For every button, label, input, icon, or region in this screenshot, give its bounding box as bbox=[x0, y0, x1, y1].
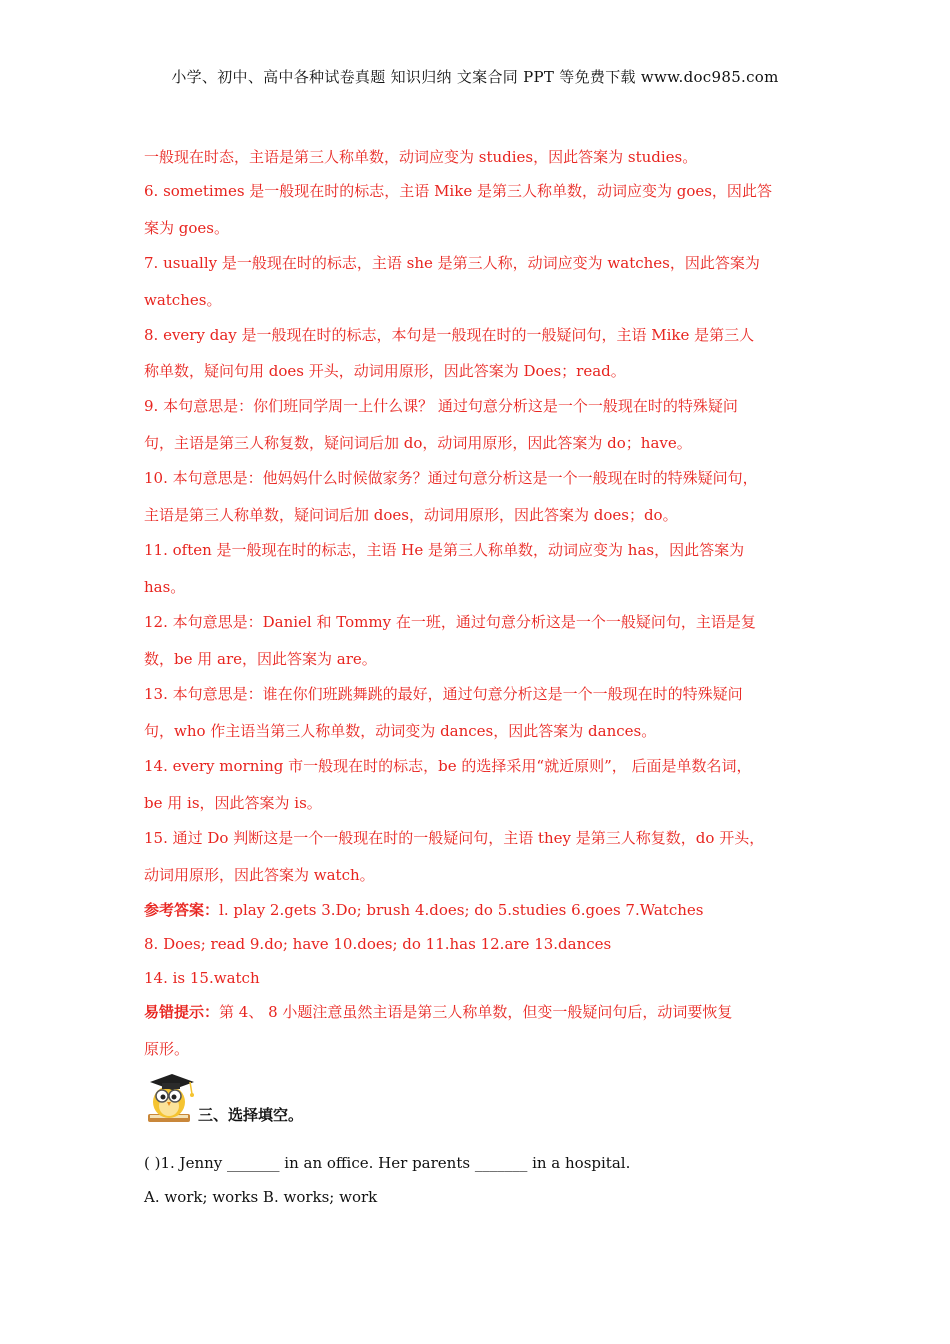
explanation-line: watches。 bbox=[144, 291, 222, 309]
error-tip-text: 第 4、 8 小题注意虽然主语是第三人称单数，但变一般疑问句后，动词要恢复 bbox=[219, 1003, 733, 1021]
explanation-line: 6. sometimes 是一般现在时的标志，主语 Mike 是第三人称单数，动词应变为 goes，因此答 bbox=[144, 182, 772, 200]
explanation-line: 主语是第三人称单数，疑问词后加 does，动词用原形，因此答案为 does；do。 bbox=[144, 506, 678, 524]
explanation-line: be 用 is，因此答案为 is。 bbox=[144, 794, 322, 812]
explanation-line: 动词用原形，因此答案为 watch。 bbox=[144, 866, 375, 884]
page-header: 小学、初中、高中各种试卷真题 知识归纳 文案合同 PPT 等免费下载 www.doc985.com bbox=[171, 68, 779, 86]
answer-key-line: 14. is 15.watch bbox=[144, 969, 260, 987]
explanation-line: 8. every day 是一般现在时的标志，本句是一般现在时的一般疑问句，主语 Mike 是第三人 bbox=[144, 326, 755, 344]
explanation-line: 句，who 作主语当第三人称单数，动词变为 dances，因此答案为 dances。 bbox=[144, 722, 657, 740]
error-tip-label: 易错提示： bbox=[144, 1003, 220, 1021]
explanation-line: 11. often 是一般现在时的标志，主语 He 是第三人称单数，动词应变为 has，因此答案为 bbox=[144, 541, 745, 559]
explanation-line: 13. 本句意思是：谁在你们班跳舞跳的最好，通过句意分析这是一个一般现在时的特殊疑问 bbox=[144, 685, 743, 703]
explanation-line: 15. 通过 Do 判断这是一个一般现在时的一般疑问句，主语 they 是第三人称复数，do 开头， bbox=[144, 829, 765, 847]
error-tip-line bbox=[144, 1001, 824, 1038]
question-1-options: A. work; works B. works; work bbox=[144, 1188, 378, 1206]
explanation-line: 句，主语是第三人称复数，疑问词后加 do，动词用原形，因此答案为 do；have。 bbox=[144, 434, 692, 452]
explanation-line: 9. 本句意思是：你们班同学周一上什么课？ 通过句意分析这是一个一般现在时的特殊疑问 bbox=[144, 397, 738, 415]
explanation-line: has。 bbox=[144, 578, 186, 596]
answer-key-values: l. play 2.gets 3.Do; brush 4.does; do 5.studies 6.goes 7.Watches bbox=[219, 901, 704, 919]
answer-explanations bbox=[144, 146, 824, 1073]
explanation-line: 10. 本句意思是：他妈妈什么时候做家务？通过句意分析这是一个一般现在时的特殊疑问句， bbox=[144, 469, 758, 487]
question-1-stem: ( )1. Jenny _______ in an office. Her parents _______ in a hospital. bbox=[144, 1154, 631, 1172]
error-tip-line: 原形。 bbox=[144, 1040, 190, 1058]
explanation-line: 案为 goes。 bbox=[144, 219, 229, 237]
explanation-line: 数，be 用 are，因此答案为 are。 bbox=[144, 650, 377, 668]
explanation-line: 14. every morning 市一般现在时的标志，be 的选择采用“就近原则”， 后面是单数名词， bbox=[144, 757, 752, 775]
owl-graduate-icon bbox=[142, 1066, 200, 1124]
section-title: 三、选择填空。 bbox=[198, 1106, 304, 1124]
answer-key-line bbox=[144, 899, 824, 933]
section-header bbox=[142, 1066, 642, 1126]
explanation-line: 一般现在时态，主语是第三人称单数，动词应变为 studies，因此答案为 studies。 bbox=[144, 148, 698, 166]
answer-key-line: 8. Does; read 9.do; have 10.does; do 11.has 12.are 13.dances bbox=[144, 935, 612, 953]
explanation-line: 12. 本句意思是：Daniel 和 Tommy 在一班，通过句意分析这是一个一般疑问句，主语是复 bbox=[144, 613, 756, 631]
answer-key-label: 参考答案： bbox=[144, 901, 220, 919]
explanation-line: 7. usually 是一般现在时的标志，主语 she 是第三人称，动词应变为 watches，因此答案为 bbox=[144, 254, 760, 272]
explanation-line: 称单数，疑问句用 does 开头，动词用原形，因此答案为 Does；read。 bbox=[144, 362, 626, 380]
